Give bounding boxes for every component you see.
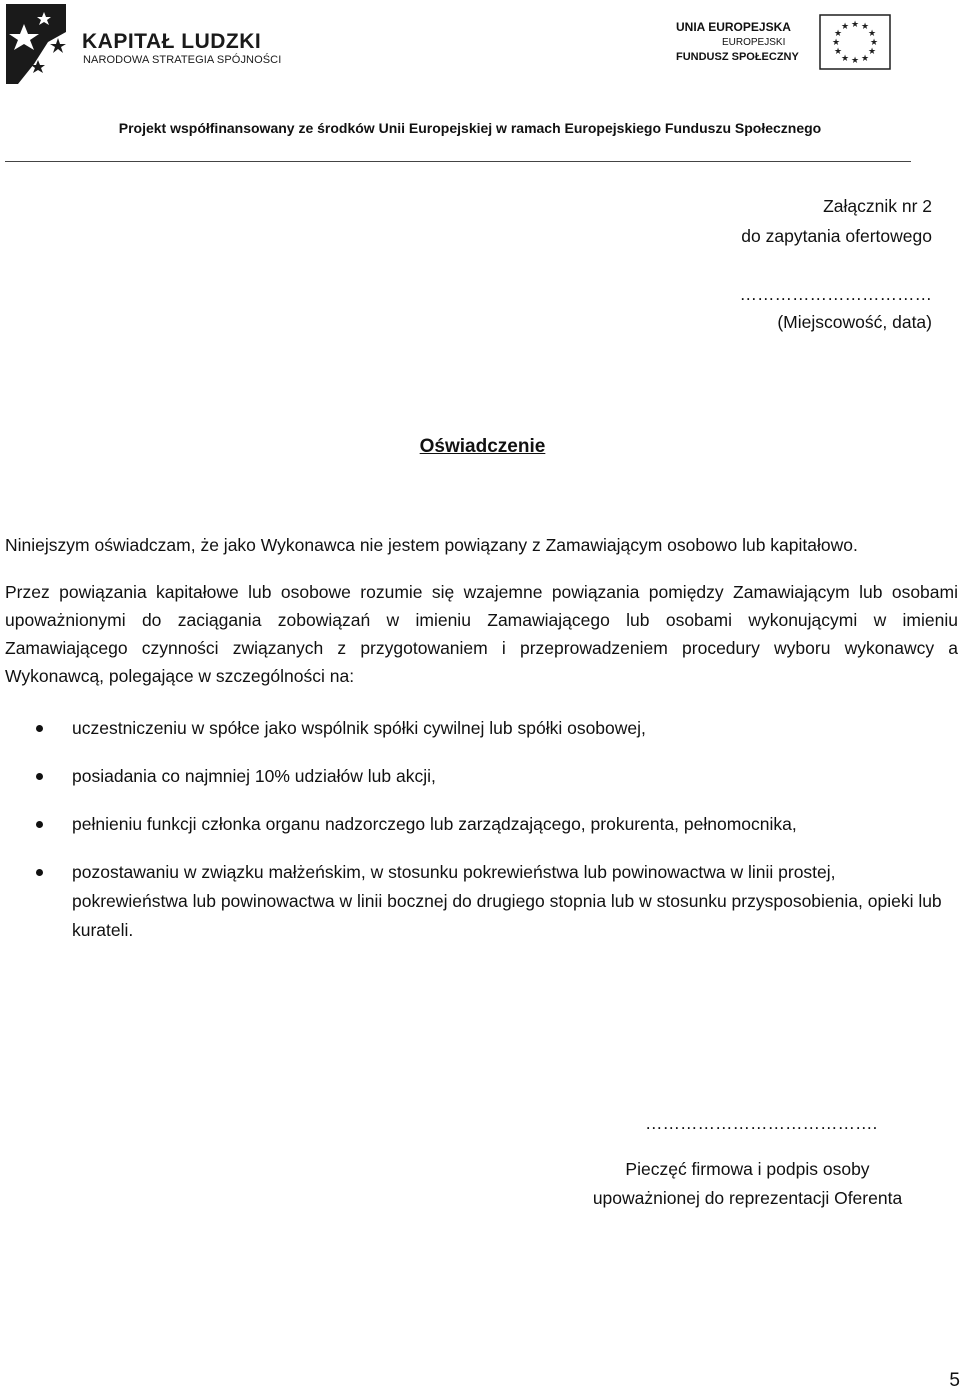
eu-efs-logo xyxy=(676,14,894,70)
annex-reference: do zapytania ofertowego xyxy=(741,226,932,246)
bullet-icon xyxy=(36,725,43,732)
bullet-icon xyxy=(36,869,43,876)
signature-caption xyxy=(560,1155,935,1213)
project-cofinancing-line: Projekt współfinansowany ze środków Unii Europejskiej w ramach Europejskiego Funduszu Społecznego xyxy=(118,120,822,136)
eu-logo-line3: FUNDUSZ SPOŁECZNY xyxy=(676,51,799,63)
annex-number: Załącznik nr 2 xyxy=(823,196,932,216)
kapital-ludzki-title: KAPITAŁ LUDZKI xyxy=(82,30,262,53)
svg-text:★: ★ xyxy=(850,20,860,30)
svg-text:★: ★ xyxy=(850,56,860,66)
eu-logo-line1: UNIA EUROPEJSKA xyxy=(676,20,791,34)
svg-text:★: ★ xyxy=(840,22,850,32)
svg-text:★: ★ xyxy=(860,54,870,64)
eu-logo-line2: EUROPEJSKI xyxy=(722,37,786,48)
signature-caption-line1: Pieczęć firmowa i podpis osoby xyxy=(625,1159,870,1179)
list-item-text: posiadania co najmniej 10% udziałów lub akcji, xyxy=(72,766,436,786)
svg-text:★: ★ xyxy=(831,38,841,48)
place-date-field: …………………………… xyxy=(739,284,932,304)
header-divider xyxy=(5,161,911,162)
list-item-text: pozostawaniu w związku małżeńskim, w stosunku pokrewieństwa lub powinowactwa w linii prostej, pokrewieństwa lub powinowactwa w linii bocznej do drugiego stopnia lub w stosunku przysposobienia, opieki lub kurateli. xyxy=(72,862,942,940)
declaration-paragraph: Niniejszym oświadczam, że jako Wykonawca nie jestem powiązany z Zamawiającym osobowo lub kapitałowo. xyxy=(5,535,858,555)
kapital-ludzki-logo xyxy=(4,2,282,88)
svg-text:★: ★ xyxy=(833,29,843,39)
svg-text:★: ★ xyxy=(869,38,879,48)
list-item-text: uczestniczeniu w spółce jako wspólnik spółki cywilnej lub spółki osobowej, xyxy=(72,718,646,738)
document-title: Oświadczenie xyxy=(419,436,546,457)
svg-text:★: ★ xyxy=(833,47,843,57)
definition-paragraph: Przez powiązania kapitałowe lub osobowe rozumie się wzajemne powiązania pomiędzy Zamawiającym lub osobami upoważnionymi do zaciągania zobowiązań w imieniu Zamawiającego lub osobami wykonującymi w imieniu Zamawiającego czynności związanych z przygotowaniem i przeprowadzeniem procedury wyboru wykonawcy a Wykonawcą, polegające w szczególności na: xyxy=(5,582,958,686)
eu-flag-icon xyxy=(819,14,891,70)
list-item-text: pełnieniu funkcji członka organu nadzorczego lub zarządzającego, prokurenta, pełnomocnika, xyxy=(72,814,797,834)
signature-field: …………………………………. xyxy=(645,1113,878,1133)
page-number: 5 xyxy=(949,1370,960,1391)
svg-text:★: ★ xyxy=(840,54,850,64)
place-date-label: (Miejscowość, data) xyxy=(777,312,932,332)
svg-text:★: ★ xyxy=(867,47,877,57)
svg-text:★: ★ xyxy=(860,22,870,32)
kapital-ludzki-subtitle: NARODOWA STRATEGIA SPÓJNOŚCI xyxy=(83,54,282,66)
bullet-icon xyxy=(36,773,43,780)
signature-caption-line2: upoważnionej do reprezentacji Oferenta xyxy=(592,1188,903,1208)
svg-text:★: ★ xyxy=(867,29,877,39)
bullet-icon xyxy=(36,821,43,828)
kapital-ludzki-emblem-icon xyxy=(4,2,74,86)
